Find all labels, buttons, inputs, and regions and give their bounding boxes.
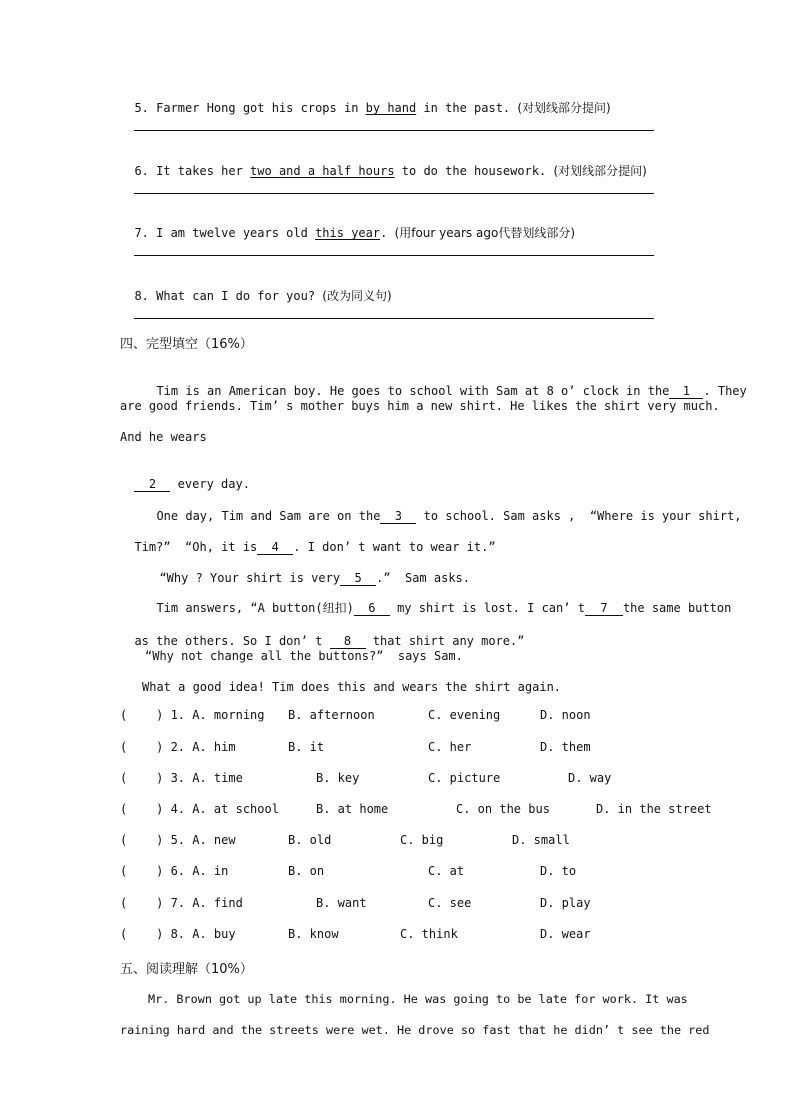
q7-instruction: (用four years ago代替划线部分) (394, 226, 575, 240)
mc-question-3-option-d[interactable]: D. way (568, 771, 612, 785)
q6-text: 6. It takes her (134, 164, 251, 178)
mc-question-8-option-a[interactable]: ( ) 8. A. buy (120, 927, 236, 941)
passage-text: every day. (170, 477, 250, 491)
mc-question-2-option-d[interactable]: D. them (540, 740, 591, 754)
passage-text: . They (703, 384, 747, 398)
q5-text: 5. Farmer Hong got his crops in (134, 101, 366, 115)
question-7 (120, 209, 575, 241)
passage-line-4 (120, 460, 250, 492)
passage-line-8 (142, 584, 731, 616)
mc-question-8-option-c[interactable]: C. think (400, 927, 458, 941)
q6-text-end: to do the housework. (394, 164, 554, 178)
blank-6[interactable]: 6 (354, 602, 390, 616)
blank-7[interactable]: 7 (585, 602, 623, 616)
answer-line-6[interactable] (134, 193, 654, 194)
blank-8[interactable]: 8 (330, 635, 366, 649)
mc-question-5-option-a[interactable]: ( ) 5. A. new (120, 833, 236, 847)
mc-question-6-option-b[interactable]: B. on (288, 864, 325, 878)
mc-question-5-option-b[interactable]: B. old (288, 833, 332, 847)
mc-question-3-option-a[interactable]: ( ) 3. A. time (120, 771, 243, 785)
answer-line-5[interactable] (134, 130, 654, 131)
answer-line-8[interactable] (134, 318, 654, 319)
passage-text: as the others. So I don’ t (134, 634, 330, 648)
passage-text: Tim is an American boy. He goes to school with Sam at 8 o’ clock in the (156, 384, 670, 398)
passage-line-10: “Why not change all the buttons?” says Sam. (145, 649, 463, 663)
answer-line-7[interactable] (134, 255, 654, 256)
mc-question-8-option-b[interactable]: B. know (288, 927, 339, 941)
mc-question-8-option-d[interactable]: D. wear (540, 927, 591, 941)
blank-2[interactable]: 2 (134, 478, 170, 492)
passage-text: One day, Tim and Sam are on the (156, 509, 381, 523)
section-5-title: 五、阅读理解（10%） (120, 962, 253, 977)
passage-line-11: What a good idea! Tim does this and wears the shirt again. (142, 680, 562, 694)
mc-question-7-option-c[interactable]: C. see (428, 896, 472, 910)
q8-text: 8. What can I do for you? (134, 289, 323, 303)
passage-text: that shirt any more.” (365, 634, 525, 648)
q6-instruction: (对划线部分提问) (553, 164, 647, 178)
mc-question-3-option-c[interactable]: C. picture (428, 771, 501, 785)
question-8 (120, 272, 392, 304)
q5-underlined: by hand (365, 101, 417, 115)
question-6 (120, 147, 647, 179)
passage-text: the same button (622, 601, 732, 615)
mc-question-2-option-b[interactable]: B. it (288, 740, 325, 754)
mc-question-5-option-d[interactable]: D. small (512, 833, 570, 847)
mc-question-1-option-c[interactable]: C. evening (428, 708, 501, 722)
mc-question-1-option-b[interactable]: B. afternoon (288, 708, 375, 722)
blank-5[interactable]: 5 (340, 572, 376, 586)
passage-line-7 (145, 554, 470, 586)
mc-question-1-option-d[interactable]: D. noon (540, 708, 591, 722)
blank-4[interactable]: 4 (257, 541, 293, 555)
passage-line-3: And he wears (120, 430, 207, 444)
mc-question-7-option-d[interactable]: D. play (540, 896, 591, 910)
blank-1[interactable]: 1 (669, 385, 703, 399)
passage-line-5 (142, 492, 742, 524)
passage-text: Tim?” “Oh, it is (134, 540, 258, 554)
passage-line-9 (120, 617, 524, 649)
mc-question-7-option-a[interactable]: ( ) 7. A. find (120, 896, 243, 910)
passage-line-6 (120, 523, 496, 555)
q7-text: 7. I am twelve years old (134, 226, 316, 240)
passage-text: Tim answers, “A button(纽扣) (156, 601, 354, 615)
mc-question-6-option-c[interactable]: C. at (428, 864, 465, 878)
q7-underlined: this year (315, 226, 381, 240)
reading-line-2: raining hard and the streets were wet. He drove so fast that he didn’ t see the red (120, 1023, 710, 1037)
q7-text-end: . (380, 226, 395, 240)
passage-line-2: are good friends. Tim’ s mother buys him a new shirt. He likes the shirt very much. (120, 399, 720, 413)
question-5 (120, 84, 611, 116)
reading-line-1: Mr. Brown got up late this morning. He was going to be late for work. It was (148, 992, 688, 1006)
mc-question-4-option-a[interactable]: ( ) 4. A. at school (120, 802, 279, 816)
mc-question-1-option-a[interactable]: ( ) 1. A. morning (120, 708, 265, 722)
mc-question-3-option-b[interactable]: B. key (316, 771, 360, 785)
q5-instruction: (对划线部分提问) (517, 101, 611, 115)
passage-text: “Why ? Your shirt is very (159, 571, 341, 585)
section-4-title: 四、完型填空（16%） (120, 337, 253, 352)
passage-line-1 (142, 367, 747, 399)
passage-text: to school. Sam asks , “Where is your shirt, (416, 509, 742, 523)
mc-question-6-option-a[interactable]: ( ) 6. A. in (120, 864, 229, 878)
mc-question-7-option-b[interactable]: B. want (316, 896, 367, 910)
mc-question-2-option-c[interactable]: C. her (428, 740, 472, 754)
mc-question-4-option-b[interactable]: B. at home (316, 802, 389, 816)
mc-question-2-option-a[interactable]: ( ) 2. A. him (120, 740, 236, 754)
mc-question-6-option-d[interactable]: D. to (540, 864, 577, 878)
q5-text-end: in the past. (416, 101, 518, 115)
mc-question-4-option-d[interactable]: D. in the street (596, 802, 712, 816)
q8-instruction: (改为同义句) (322, 289, 392, 303)
mc-question-4-option-c[interactable]: C. on the bus (456, 802, 550, 816)
passage-text: my shirt is lost. I can’ t (389, 601, 585, 615)
passage-text: . I don’ t want to wear it.” (293, 540, 496, 554)
blank-3[interactable]: 3 (380, 510, 416, 524)
q6-underlined: two and a half hours (250, 164, 395, 178)
mc-question-5-option-c[interactable]: C. big (400, 833, 444, 847)
passage-text: .” Sam asks. (376, 571, 470, 585)
